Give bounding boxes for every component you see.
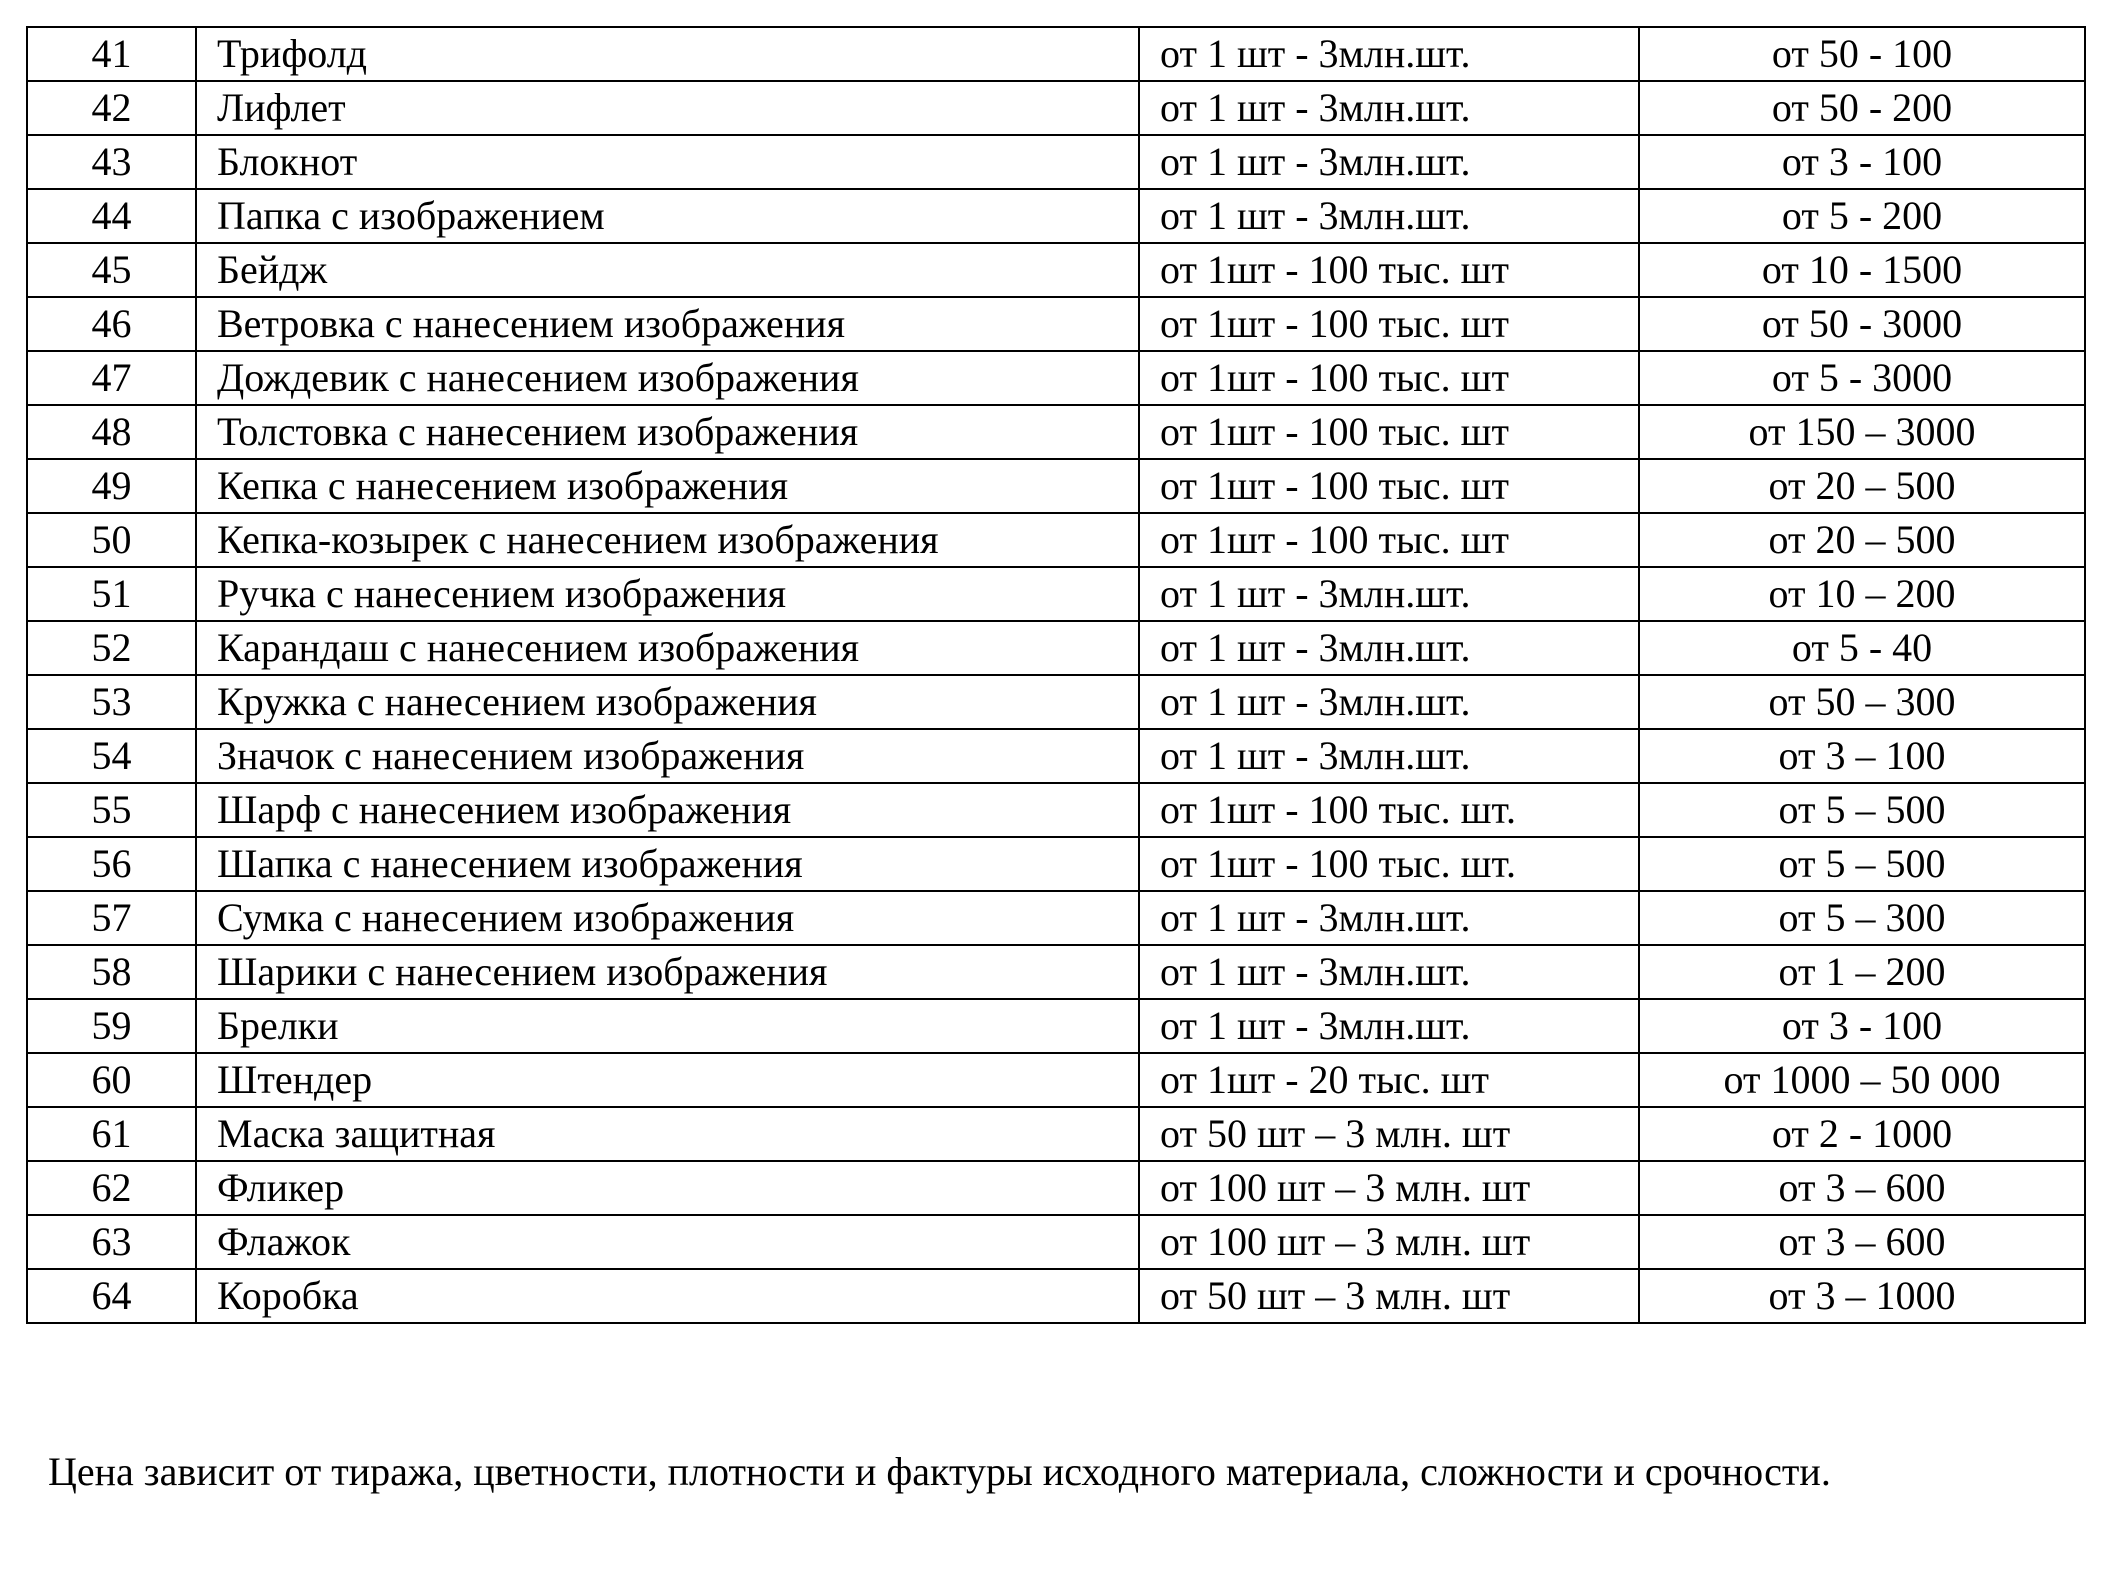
quantity-range: от 1 шт - 3млн.шт. (1139, 675, 1639, 729)
price-range: от 1 – 200 (1639, 945, 2085, 999)
table-row (27, 891, 2085, 945)
product-name: Ручка с нанесением изображения (196, 567, 1139, 621)
row-number: 57 (27, 891, 196, 945)
product-name: Кружка с нанесением изображения (196, 675, 1139, 729)
quantity-range: от 1 шт - 3млн.шт. (1139, 945, 1639, 999)
product-name: Карандаш с нанесением изображения (196, 621, 1139, 675)
quantity-range: от 50 шт – 3 млн. шт (1139, 1269, 1639, 1323)
product-name: Блокнот (196, 135, 1139, 189)
quantity-range: от 1шт - 100 тыс. шт (1139, 459, 1639, 513)
row-number: 53 (27, 675, 196, 729)
row-number: 41 (27, 27, 196, 81)
row-number: 46 (27, 297, 196, 351)
row-number: 54 (27, 729, 196, 783)
product-name: Лифлет (196, 81, 1139, 135)
price-table (26, 26, 2086, 1324)
product-name: Трифолд (196, 27, 1139, 81)
quantity-range: от 1шт - 100 тыс. шт (1139, 243, 1639, 297)
product-name: Шарф с нанесением изображения (196, 783, 1139, 837)
quantity-range: от 1 шт - 3млн.шт. (1139, 27, 1639, 81)
product-name: Значок с нанесением изображения (196, 729, 1139, 783)
table-row (27, 567, 2085, 621)
product-name: Дождевик с нанесением изображения (196, 351, 1139, 405)
product-name: Бейдж (196, 243, 1139, 297)
row-number: 52 (27, 621, 196, 675)
price-range: от 2 - 1000 (1639, 1107, 2085, 1161)
price-range: от 1000 – 50 000 (1639, 1053, 2085, 1107)
quantity-range: от 1 шт - 3млн.шт. (1139, 135, 1639, 189)
table-row (27, 945, 2085, 999)
row-number: 61 (27, 1107, 196, 1161)
row-number: 50 (27, 513, 196, 567)
row-number: 51 (27, 567, 196, 621)
table-row (27, 189, 2085, 243)
quantity-range: от 1шт - 20 тыс. шт (1139, 1053, 1639, 1107)
row-number: 58 (27, 945, 196, 999)
product-name: Штендер (196, 1053, 1139, 1107)
price-range: от 5 - 3000 (1639, 351, 2085, 405)
row-number: 48 (27, 405, 196, 459)
table-row (27, 999, 2085, 1053)
row-number: 60 (27, 1053, 196, 1107)
row-number: 43 (27, 135, 196, 189)
quantity-range: от 1шт - 100 тыс. шт. (1139, 837, 1639, 891)
price-note: Цена зависит от тиража, цветности, плотности и фактуры исходного материала, сложности и срочности. (48, 1449, 1831, 1494)
row-number: 45 (27, 243, 196, 297)
quantity-range: от 1шт - 100 тыс. шт (1139, 513, 1639, 567)
price-range: от 5 – 500 (1639, 837, 2085, 891)
product-name: Флажок (196, 1215, 1139, 1269)
price-range: от 50 - 100 (1639, 27, 2085, 81)
price-range: от 3 – 600 (1639, 1215, 2085, 1269)
product-name: Кепка-козырек с нанесением изображения (196, 513, 1139, 567)
price-range: от 5 – 300 (1639, 891, 2085, 945)
table-row (27, 297, 2085, 351)
product-name: Кепка с нанесением изображения (196, 459, 1139, 513)
table-row (27, 675, 2085, 729)
quantity-range: от 1 шт - 3млн.шт. (1139, 189, 1639, 243)
quantity-range: от 50 шт – 3 млн. шт (1139, 1107, 1639, 1161)
quantity-range: от 1 шт - 3млн.шт. (1139, 81, 1639, 135)
quantity-range: от 1 шт - 3млн.шт. (1139, 999, 1639, 1053)
price-range: от 3 - 100 (1639, 135, 2085, 189)
table-row (27, 27, 2085, 81)
price-range: от 20 – 500 (1639, 513, 2085, 567)
price-range: от 150 – 3000 (1639, 405, 2085, 459)
price-range: от 50 - 200 (1639, 81, 2085, 135)
table-row (27, 1161, 2085, 1215)
product-name: Ветровка с нанесением изображения (196, 297, 1139, 351)
table-row (27, 459, 2085, 513)
quantity-range: от 100 шт – 3 млн. шт (1139, 1215, 1639, 1269)
table-row (27, 1215, 2085, 1269)
table-row (27, 837, 2085, 891)
row-number: 56 (27, 837, 196, 891)
product-name: Сумка с нанесением изображения (196, 891, 1139, 945)
table-row (27, 1269, 2085, 1323)
table-row (27, 783, 2085, 837)
row-number: 63 (27, 1215, 196, 1269)
row-number: 47 (27, 351, 196, 405)
product-name: Папка с изображением (196, 189, 1139, 243)
row-number: 44 (27, 189, 196, 243)
quantity-range: от 1 шт - 3млн.шт. (1139, 891, 1639, 945)
price-table-body (27, 27, 2085, 1323)
row-number: 49 (27, 459, 196, 513)
quantity-range: от 1 шт - 3млн.шт. (1139, 567, 1639, 621)
product-name: Толстовка с нанесением изображения (196, 405, 1139, 459)
row-number: 59 (27, 999, 196, 1053)
quantity-range: от 1шт - 100 тыс. шт. (1139, 783, 1639, 837)
table-row (27, 729, 2085, 783)
price-range: от 3 – 600 (1639, 1161, 2085, 1215)
price-range: от 50 - 3000 (1639, 297, 2085, 351)
price-range: от 5 – 500 (1639, 783, 2085, 837)
product-name: Коробка (196, 1269, 1139, 1323)
price-range: от 3 – 1000 (1639, 1269, 2085, 1323)
price-range: от 3 – 100 (1639, 729, 2085, 783)
table-row (27, 513, 2085, 567)
product-name: Брелки (196, 999, 1139, 1053)
product-name: Шапка с нанесением изображения (196, 837, 1139, 891)
price-range: от 10 - 1500 (1639, 243, 2085, 297)
price-range: от 20 – 500 (1639, 459, 2085, 513)
table-row (27, 1107, 2085, 1161)
quantity-range: от 1шт - 100 тыс. шт (1139, 405, 1639, 459)
table-row (27, 621, 2085, 675)
price-range: от 3 - 100 (1639, 999, 2085, 1053)
price-range: от 5 - 40 (1639, 621, 2085, 675)
quantity-range: от 1 шт - 3млн.шт. (1139, 621, 1639, 675)
row-number: 42 (27, 81, 196, 135)
table-row (27, 243, 2085, 297)
table-row (27, 351, 2085, 405)
table-row (27, 81, 2085, 135)
product-name: Маска защитная (196, 1107, 1139, 1161)
product-name: Шарики с нанесением изображения (196, 945, 1139, 999)
table-row (27, 1053, 2085, 1107)
quantity-range: от 100 шт – 3 млн. шт (1139, 1161, 1639, 1215)
quantity-range: от 1шт - 100 тыс. шт (1139, 351, 1639, 405)
row-number: 62 (27, 1161, 196, 1215)
quantity-range: от 1 шт - 3млн.шт. (1139, 729, 1639, 783)
product-name: Фликер (196, 1161, 1139, 1215)
row-number: 64 (27, 1269, 196, 1323)
price-range: от 5 - 200 (1639, 189, 2085, 243)
table-row (27, 135, 2085, 189)
price-range: от 10 – 200 (1639, 567, 2085, 621)
row-number: 55 (27, 783, 196, 837)
quantity-range: от 1шт - 100 тыс. шт (1139, 297, 1639, 351)
price-range: от 50 – 300 (1639, 675, 2085, 729)
table-row (27, 405, 2085, 459)
